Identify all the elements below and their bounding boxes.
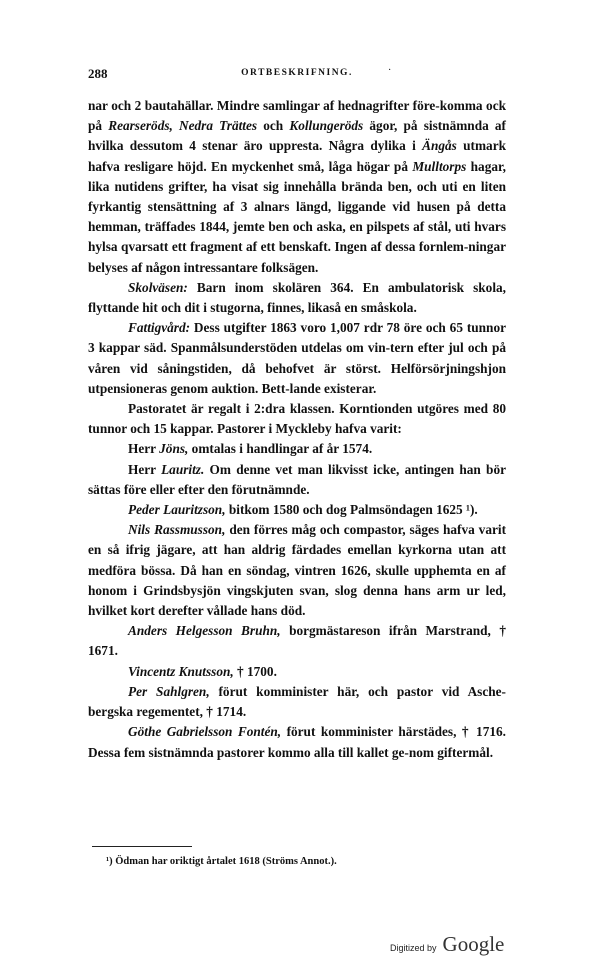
pastor-name: Lauritz. xyxy=(161,461,205,477)
pastor-name: Jöns, xyxy=(159,441,189,457)
pastor-name: Göthe Gabrielsson Fontén, xyxy=(128,724,282,740)
place-name: Kollungeröds xyxy=(289,118,364,134)
footnote: ¹) Ödman har oriktigt årtalet 1618 (Ströms Annot.). xyxy=(106,856,337,867)
google-logo: Google xyxy=(442,932,505,956)
section-label: Skolväsen: xyxy=(128,279,188,295)
pastor-entry xyxy=(88,722,506,762)
text-run: förut komminister härstädes, † 1716. Dessa fem sistnämnda pastorer kommo alla till kallet ge-nom giftermål. xyxy=(88,724,506,760)
text-run: nar och 2 bautahällar. Mindre samlingar af hednagrifter före-komma ock på xyxy=(88,98,506,134)
text-run: Dess utgifter 1863 voro 1,007 rdr 78 öre och 65 tunnor 3 kappar säd. Spanmålsunderstöden utdelas om vin-tern efter jul och på våren vid såningstiden, då behofvet är störst. Helförsörjningshjon utpensioneras genom auktion. Bett-lande existerar. xyxy=(88,320,506,396)
text-run: utmark hafva resligare höjd. En myckenhet små, låga högar på xyxy=(88,138,507,174)
paragraph-poor-relief xyxy=(88,318,506,399)
pastor-name: Anders Helgesson Bruhn, xyxy=(128,623,281,639)
running-head: ORTBESKRIFNING. xyxy=(241,68,353,78)
header-mark: · xyxy=(388,65,392,76)
body-text xyxy=(88,96,506,763)
text-run: borgmästareson ifrån Marstrand, † 1671. xyxy=(88,623,507,659)
text-run: och xyxy=(257,118,290,134)
section-label: Fattigvård: xyxy=(128,320,191,336)
text-run: Herr xyxy=(128,461,162,477)
pastor-name: Vincentz Knutsson, xyxy=(128,663,234,679)
pastor-entry xyxy=(88,460,506,500)
pastor-entry xyxy=(88,682,506,722)
text-run: hagar, lika nutidens grifter, ha visat sig innehålla brända ben, och uti en liten fyrkantig stensättning af 3 alnars längd, liggande vid husen på detta hemman, träffades 1844, jemte ben och aska, en pilspets af stål, uti hvars hylsa qvarsatt ett fragment af ett benskaft. Ingen af dessa fornlem-ningar belyses af någon intressantare folksägen. xyxy=(88,158,506,275)
text-run: † 1700. xyxy=(233,663,277,679)
pastor-entry xyxy=(88,500,506,520)
paragraph-pastorate: Pastoratet är regalt i 2:dra klassen. Korntionden utgöres med 80 tunnor och 15 kappar. Pastorer i Myckleby hafva varit: xyxy=(88,401,506,437)
text-run: den förres måg och compastor, säges hafva varit en så ifrig jägare, att han aldrig färdades emellan kyrkorna utan att medföra bössa. Då han en söndag, vintren 1626, skulle upphemta en af honom i Grindsbysjön vingskjuten svan, slog denna hans arm ur led, hvilket kort derefter vållade hans död. xyxy=(88,522,506,619)
pastor-entry xyxy=(88,662,506,682)
paragraph-antiquities xyxy=(88,96,506,278)
text-run: omtalas i handlingar af år 1574. xyxy=(188,441,373,457)
place-name: Ängås xyxy=(422,138,457,154)
text-run: förut komminister här, och pastor vid Asche-bergska regementet, † 1714. xyxy=(88,683,506,720)
pastor-entry xyxy=(88,439,506,459)
text-run: Herr xyxy=(128,441,160,457)
text-run: Om denne vet man likvisst icke, antingen han bör sättas före eller efter den förutnämnde. xyxy=(88,461,507,497)
text-run: ägor, på sistnämnda af hvilka dessutom 4 stenar äro uppresta. Några dylika i xyxy=(88,118,506,154)
page-number: 288 xyxy=(88,66,108,81)
pastor-name: Nils Rassmusson, xyxy=(128,522,226,538)
digitized-by-watermark xyxy=(390,932,530,954)
place-name: Mulltorps xyxy=(412,158,467,174)
place-name: Rearseröds, Nedra Trättes xyxy=(108,118,258,134)
pastor-entry xyxy=(88,520,506,621)
digitized-by-label: Digitized by xyxy=(390,943,437,953)
paragraph-schools xyxy=(88,278,506,318)
pastor-name: Peder Lauritzson, xyxy=(128,502,226,518)
footnote-rule xyxy=(92,846,192,847)
text-run: Barn inom skolären 364. En ambulatorisk skola, flyttande hit och dit i stugorna, finnes, likaså en småskola. xyxy=(88,279,506,316)
text-run: bitkom 1580 och dog Palmsöndagen 1625 ¹). xyxy=(225,502,478,518)
pastor-entry xyxy=(88,621,506,661)
pastor-name: Per Sahlgren, xyxy=(128,683,210,699)
page-header xyxy=(88,66,506,84)
